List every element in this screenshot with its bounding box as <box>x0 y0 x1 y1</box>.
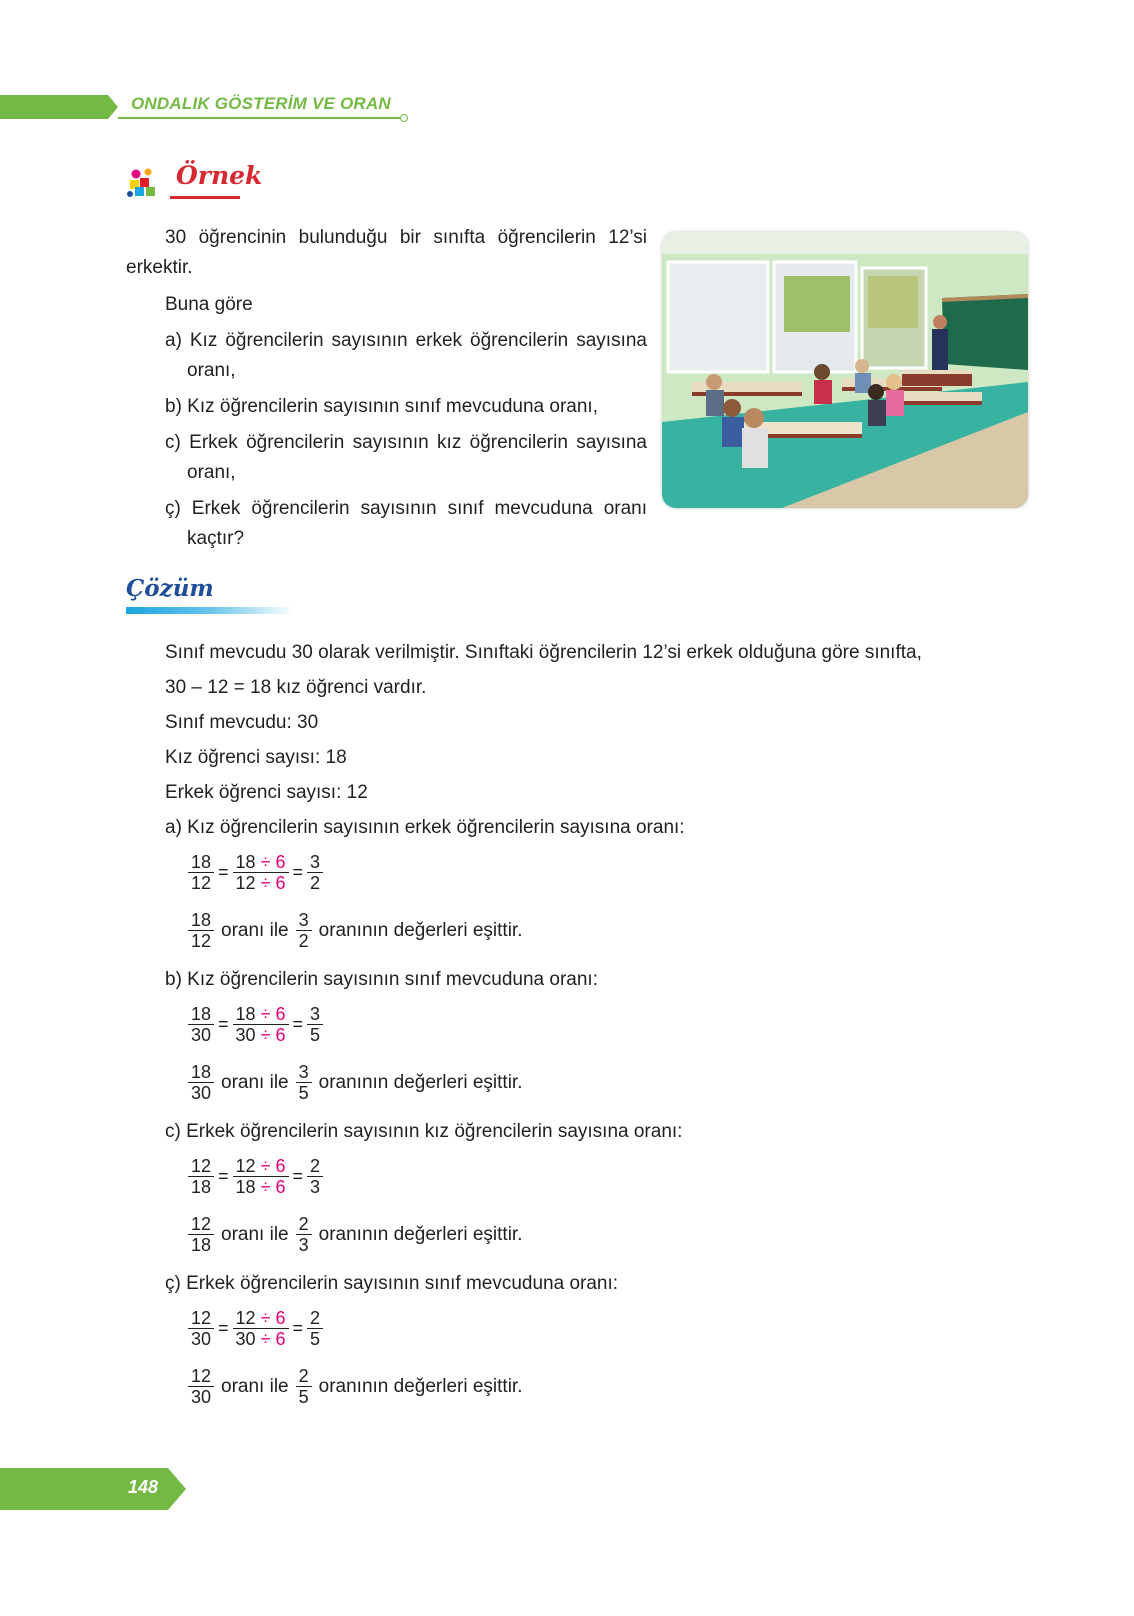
question-cc-line1: ç) Erkek öğrencilerin sayısının sınıf mevcuduna oranı <box>165 498 647 519</box>
question-a-line1: a) Kız öğrencilerin sayısının erkek öğrencilerin sayısına <box>165 330 647 351</box>
question-cc-line2: kaçtır? <box>187 528 245 549</box>
solution-label: Çözüm <box>126 575 214 602</box>
example-intro-line1: 30 öğrencinin bulunduğu bir sınıfta öğrencilerin 12’si <box>165 227 647 248</box>
part-c-title: c) Erkek öğrencilerin sayısının kız öğrencilerin sayısına oranı: <box>165 1121 683 1142</box>
example-underline <box>170 196 240 199</box>
question-c-line1: c) Erkek öğrencilerin sayısının kız öğrencilerin sayısına <box>165 432 647 453</box>
example-intro-line2: erkektir. <box>126 257 193 278</box>
part-cc-equation: $\frac{12}{30}$ = $\frac{12 \div 6}{30 \div 6}$ = $\frac{2}{5}$ <box>188 1308 323 1349</box>
part-c-conclusion: $\frac{12}{18}$ oranı ile $\frac{2}{3}$ oranının değerleri eşittir. <box>188 1214 530 1255</box>
question-a-line2: oranı, <box>187 360 236 381</box>
header-underline <box>118 117 402 119</box>
solution-line-5: Erkek öğrenci sayısı: 12 <box>165 782 368 803</box>
part-cc-conclusion: $\frac{12}{30}$ oranı ile $\frac{2}{5}$ oranının değerleri eşittir. <box>188 1366 530 1407</box>
header-green-tab <box>0 95 118 119</box>
page-number: 148 <box>128 1477 159 1497</box>
question-c-line2: oranı, <box>187 462 236 483</box>
footer-green-tab <box>0 1468 186 1510</box>
question-b-line1: b) Kız öğrencilerin sayısının sınıf mevcuduna oranı, <box>165 396 598 417</box>
result-fraction: $\frac{3}{2}$ <box>307 852 323 893</box>
part-c-equation: $\frac{12}{18}$ = $\frac{12 \div 6}{18 \div 6}$ = $\frac{2}{3}$ <box>188 1156 323 1197</box>
example-cubes-icon <box>126 168 160 198</box>
division-fraction: $\frac{18 \div 6}{12 \div 6}$ <box>233 852 289 893</box>
solution-line-1: Sınıf mevcudu 30 olarak verilmiştir. Sınıftaki öğrencilerin 12’si erkek olduğuna göre sınıfta, <box>165 642 922 663</box>
part-b-conclusion: $\frac{18}{30}$ oranı ile $\frac{3}{5}$ oranının değerleri eşittir. <box>188 1062 530 1103</box>
example-prompt: Buna göre <box>165 294 253 315</box>
solution-underline <box>126 607 294 614</box>
chapter-title: ONDALIK GÖSTERİM VE ORAN <box>131 94 391 113</box>
solution-line-3: Sınıf mevcudu: 30 <box>165 712 319 733</box>
header-line-end-dot <box>400 114 408 122</box>
example-label: Örnek <box>176 161 263 190</box>
solution-line-4: Kız öğrenci sayısı: 18 <box>165 747 347 768</box>
part-a-conclusion: $\frac{18}{12}$ oranı ile $\frac{3}{2}$ oranının değerleri eşittir. <box>188 910 530 951</box>
solution-line-2: 30 – 12 = 18 kız öğrenci vardır. <box>165 677 427 698</box>
classroom-photo <box>662 232 1028 508</box>
part-b-title: b) Kız öğrencilerin sayısının sınıf mevcuduna oranı: <box>165 969 598 990</box>
part-a-title: a) Kız öğrencilerin sayısının erkek öğrencilerin sayısına oranı: <box>165 817 685 838</box>
part-cc-title: ç) Erkek öğrencilerin sayısının sınıf mevcuduna oranı: <box>165 1273 619 1294</box>
fraction: $\frac{18}{12}$ <box>188 852 214 893</box>
part-a-equation: $\frac{18}{12}$ = $\frac{18 \div 6}{12 \div 6}$ = $\frac{3}{2}$ <box>188 852 323 893</box>
part-b-equation: $\frac{18}{30}$ = $\frac{18 \div 6}{30 \div 6}$ = $\frac{3}{5}$ <box>188 1004 323 1045</box>
